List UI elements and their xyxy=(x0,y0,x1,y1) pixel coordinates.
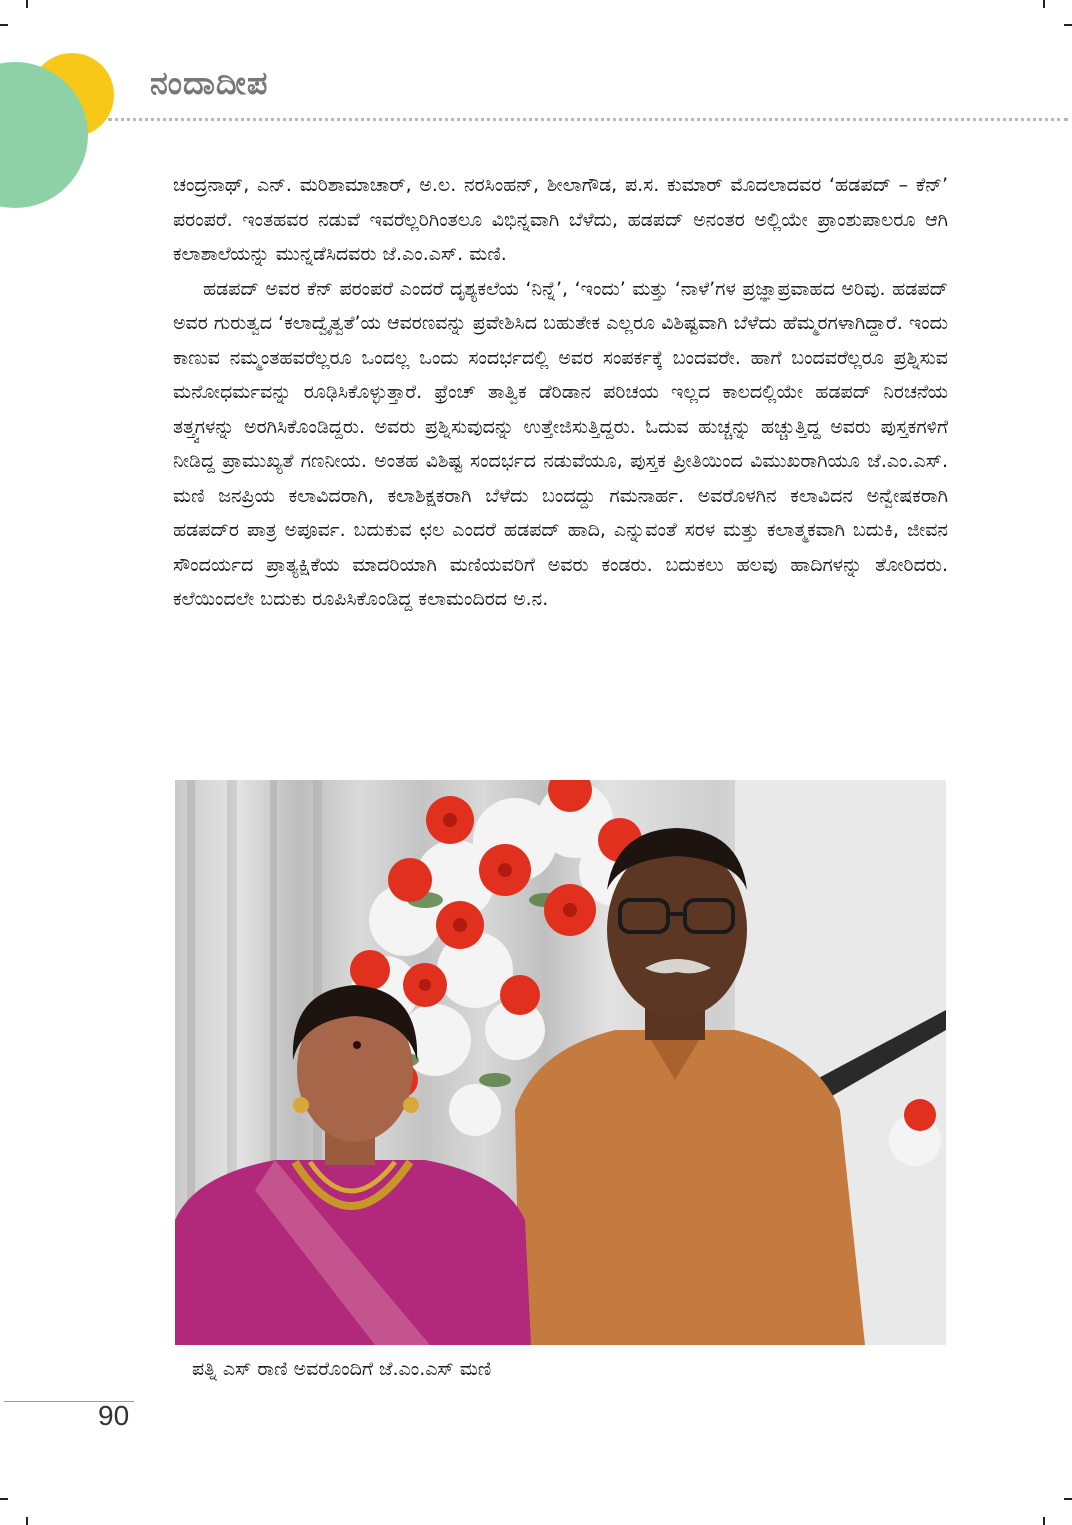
article-body xyxy=(173,168,948,617)
running-title: ನಂದಾದೀಪ xyxy=(150,64,269,102)
crop-mark xyxy=(26,1517,28,1525)
crop-mark xyxy=(1043,1517,1045,1525)
paragraph: ಚಂದ್ರನಾಥ್, ಎನ್. ಮರಿಶಾಮಾಚಾರ್, ಅ.ಲ. ನರಸಿಂಹನ್, ಶೀಲಾಗೌಡ, ಪ.ಸ. ಕುಮಾರ್ ಮೊದಲಾದವರ ‘ಹಡಪದ್ – ಕೆನ್’ ಪರಂಪರೆ. ಇಂತಹವರ ನಡುವೆ ಇವರೆಲ್ಲರಿಗಿಂತಲೂ ವಿಭಿನ್ನವಾಗಿ ಬೆಳೆದು, ಹಡಪದ್ ಅನಂತರ ಅಲ್ಲಿಯೇ ಪ್ರಾಂಶುಪಾಲರೂ ಆಗಿ ಕಲಾಶಾಲೆಯನ್ನು ಮುನ್ನಡೆಸಿದವರು ಜೆ.ಎಂ.ಎಸ್. ಮಣಿ. xyxy=(173,174,948,265)
crop-mark xyxy=(1043,0,1045,8)
crop-mark xyxy=(1064,24,1072,26)
photo-caption: ಪತ್ನಿ ಎಸ್ ರಾಣಿ ಅವರೊಂದಿಗೆ ಜೆ.ಎಂ.ಎಸ್ ಮಣಿ xyxy=(192,1358,492,1380)
crop-mark xyxy=(0,24,8,26)
header-dotted-divider xyxy=(108,118,1068,121)
crop-mark xyxy=(0,1498,8,1500)
couple-photograph xyxy=(175,780,946,1345)
paragraph: ಹಡಪದ್ ಅವರ ಕೆನ್ ಪರಂಪರೆ ಎಂದರೆ ದೃಶ್ಯಕಲೆಯ ‘ನಿನ್ನೆ’, ‘ಇಂದು’ ಮತ್ತು ‘ನಾಳೆ’ಗಳ ಪ್ರಜ್ಞಾಪ್ರವಾಹದ ಅರಿವು. ಹಡಪದ್ ಅವರ ಗುರುತ್ವದ ‘ಕಲಾದ್ವೈತ್ವತೆ’ಯ ಆವರಣವನ್ನು ಪ್ರವೇಶಿಸಿದ ಬಹುತೇಕ ಎಲ್ಲರೂ ವಿಶಿಷ್ಟವಾಗಿ ಬೆಳೆದು ಹೆಮ್ಮರಗಳಾಗಿದ್ದಾರೆ. ಇಂದು ಕಾಣುವ ನಮ್ಮಂತಹವರೆಲ್ಲರೂ ಒಂದಲ್ಲ ಒಂದು ಸಂದರ್ಭದಲ್ಲಿ ಅವರ ಸಂಪರ್ಕಕ್ಕೆ ಬಂದವರೇ. ಹಾಗೆ ಬಂದವರೆಲ್ಲರೂ ಪ್ರಶ್ನಿಸುವ ಮನೋಧರ್ಮವನ್ನು ರೂಢಿಸಿಕೊಳ್ಳುತ್ತಾರೆ. ಫ್ರೆಂಚ್ ತಾತ್ವಿಕ ಡೆರಿಡಾನ ಪರಿಚಯ ಇಲ್ಲದ ಕಾಲದಲ್ಲಿಯೇ ಹಡಪದ್ ನಿರಚನೆಯ ತತ್ತ್ವಗಳನ್ನು ಅರಗಿಸಿಕೊಂಡಿದ್ದರು. ಅವರು ಪ್ರಶ್ನಿಸುವುದನ್ನು ಉತ್ತೇಜಿಸುತ್ತಿದ್ದರು. ಓದುವ ಹುಚ್ಚನ್ನು ಹಚ್ಚುತ್ತಿದ್ದ ಅವರು ಪುಸ್ತಕಗಳಿಗೆ ನೀಡಿದ್ದ ಪ್ರಾಮುಖ್ಯತೆ ಗಣನೀಯ. ಅಂತಹ ವಿಶಿಷ್ಟ ಸಂದರ್ಭದ ನಡುವೆಯೂ, ಪುಸ್ತಕ ಪ್ರೀತಿಯಿಂದ ವಿಮುಖರಾಗಿಯೂ ಜೆ.ಎಂ.ಎಸ್. ಮಣಿ ಜನಪ್ರಿಯ ಕಲಾವಿದರಾಗಿ, ಕಲಾಶಿಕ್ಷಕರಾಗಿ ಬೆಳೆದು ಬಂದದ್ದು ಗಮನಾರ್ಹ. ಅವರೊಳಗಿನ ಕಲಾವಿದನ ಅನ್ವೇಷಕರಾಗಿ ಹಡಪದ್‌ರ ಪಾತ್ರ ಅಪೂರ್ವ. ಬದುಕುವ ಛಲ ಎಂದರೆ ಹಡಪದ್ ಹಾದಿ, ಎನ್ನುವಂತೆ ಸರಳ ಮತ್ತು ಕಲಾತ್ಮಕವಾಗಿ ಬದುಕಿ, ಜೀವನ ಸೌಂದರ್ಯದ ಪ್ರಾತ್ಯಕ್ಷಿಕೆಯ ಮಾದರಿಯಾಗಿ ಮಣಿಯವರಿಗೆ ಅವರು ಕಂಡರು. ಬದುಕಲು ಹಲವು ಹಾದಿಗಳನ್ನು ತೋರಿದರು. ಕಲೆಯಿಂದಲೇ ಬದುಕು ರೂಪಿಸಿಕೊಂಡಿದ್ದ ಕಲಾಮಂದಿರದ ಅ.ನ. xyxy=(173,277,948,610)
crop-mark xyxy=(26,0,28,8)
page-number: 90 xyxy=(98,1400,130,1431)
crop-mark xyxy=(1064,1498,1072,1500)
